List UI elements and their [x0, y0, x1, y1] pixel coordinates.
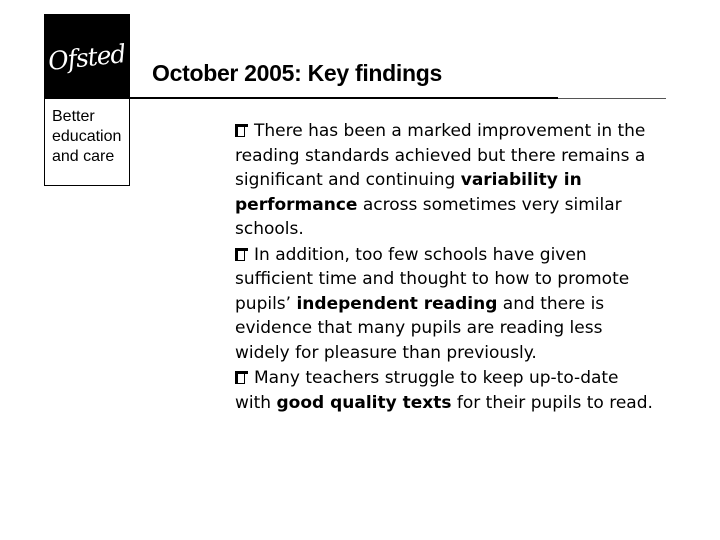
finding-emphasis: variability in performance	[235, 170, 582, 215]
logo-tagline-line: Better	[52, 108, 95, 125]
finding-emphasis: good quality texts	[276, 392, 452, 413]
finding-text: In addition, too few schools have given sufficient time and thought to how to promote pupils’	[235, 244, 630, 314]
finding-text: There has been a marked improvement in the reading standards achieved but there remains a significant and continuing	[235, 121, 646, 190]
logo-tagline-line: education	[52, 128, 122, 145]
checkbox-bullet-icon	[235, 248, 248, 261]
title-underline-extension	[558, 98, 666, 99]
finding-text: for their pupils to read.	[451, 392, 653, 413]
logo-wordmark-panel	[45, 15, 129, 99]
ofsted-logo	[44, 14, 130, 186]
checkbox-bullet-icon	[235, 124, 248, 137]
finding-text: Many teachers struggle to keep up-to-date with	[235, 368, 619, 413]
findings-list	[235, 119, 655, 416]
finding-emphasis: independent reading	[296, 293, 498, 314]
logo-tagline	[52, 107, 121, 167]
finding-text: across sometimes very similar schools.	[235, 194, 622, 239]
title-underline	[130, 97, 558, 99]
finding-text: and there is evidence that many pupils are reading less widely for pleasure than previously.	[235, 293, 605, 363]
logo-wordmark: Ofsted	[46, 38, 128, 76]
finding-bullet	[235, 366, 655, 415]
checkbox-bullet-icon	[235, 371, 248, 384]
finding-bullet	[235, 119, 655, 242]
finding-bullet	[235, 243, 655, 366]
logo-tagline-line: and care	[52, 148, 115, 165]
slide-title: October 2005: Key findings	[152, 60, 442, 86]
